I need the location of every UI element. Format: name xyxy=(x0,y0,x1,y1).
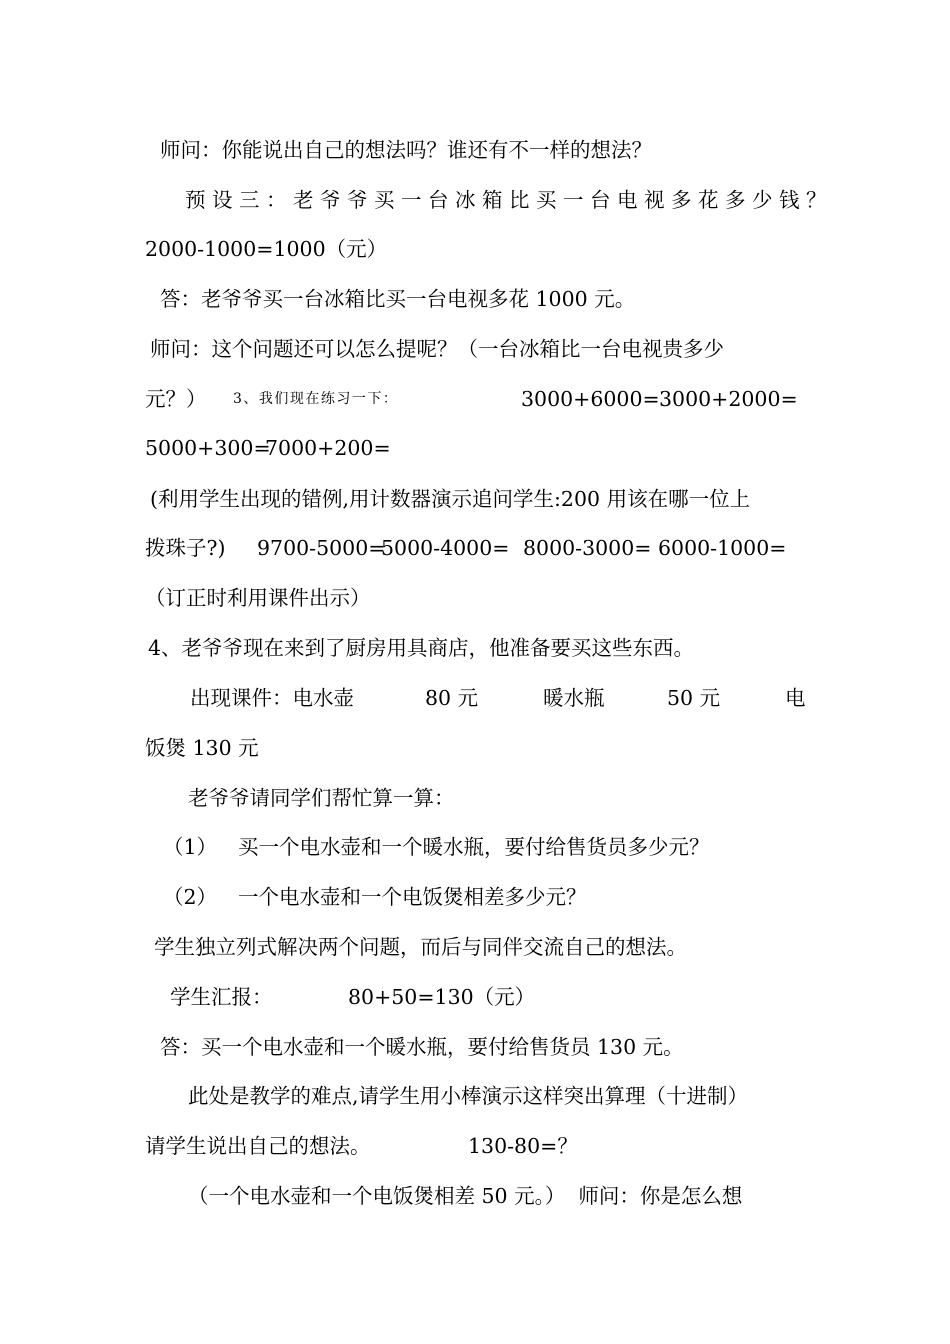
question: 买一个电水壶和一个暖水瓶，要付给售货员多少元？ xyxy=(238,835,710,859)
equation: 80+50=130（元） xyxy=(348,985,536,1009)
teacher-question: 师问：你能说出自己的想法吗？谁还有不一样的想法？ xyxy=(160,138,652,162)
answer: 答：买一个电水壶和一个暖水瓶，要付给售货员 130 元。 xyxy=(160,1035,684,1059)
courseware-item: 出现课件：电水壶 xyxy=(190,686,354,710)
price: 50 元 xyxy=(667,686,721,710)
courseware-item: 饭煲 130 元 xyxy=(145,736,259,760)
answer: 答：老爷爷买一台冰箱比买一台电视多花 1000 元。 xyxy=(160,287,636,311)
prompt: 老爷爷请同学们帮忙算一算： xyxy=(188,786,455,810)
text-line xyxy=(145,231,810,267)
exercise: 3000+6000= xyxy=(521,387,660,411)
exercise: 9700-5000= xyxy=(257,536,386,560)
text-line xyxy=(188,1178,810,1214)
note: 拨珠子?) xyxy=(145,536,226,560)
text-line xyxy=(145,829,810,865)
text-line xyxy=(160,281,825,317)
text-line xyxy=(145,530,810,566)
exercise: 3000+2000= xyxy=(659,387,798,411)
text-line xyxy=(160,132,825,168)
text-line xyxy=(145,979,810,1015)
text-line xyxy=(185,182,833,218)
text-line xyxy=(188,1078,853,1114)
answer-and-question: （一个电水壶和一个电饭煲相差 50 元。） 师问：你是怎么想 xyxy=(188,1184,743,1208)
exercise: 5000-4000= xyxy=(381,536,510,560)
text-line xyxy=(145,879,810,915)
report-label: 学生汇报： xyxy=(170,985,273,1009)
note: (利用学生出现的错例,用计数器演示追问学生:200 用该在哪一位上 xyxy=(150,487,751,511)
equation: 2000-1000=1000（元） xyxy=(145,237,388,261)
teacher-question-2: 师问：这个问题还可以怎么提呢？（一台冰箱比一台电视贵多少 xyxy=(150,337,724,361)
text-line xyxy=(145,1128,810,1164)
text-line xyxy=(150,481,815,517)
courseware-item: 暖水瓶 xyxy=(543,686,605,710)
text-line xyxy=(145,381,810,417)
text-line xyxy=(145,730,810,766)
text-line xyxy=(160,1029,825,1065)
text-line xyxy=(150,331,815,367)
question-number: （1） xyxy=(163,835,218,859)
note: （订正时利用课件出示） xyxy=(145,586,371,610)
teaching-note: 此处是教学的难点,请学生用小棒演示这样突出算理（十进制） xyxy=(188,1084,749,1108)
exercise: 6000-1000= xyxy=(658,536,787,560)
section-heading: 4、老爷爷现在来到了厨房用具商店，他准备要买这些东西。 xyxy=(148,636,695,660)
courseware-item: 电 xyxy=(785,686,806,710)
exercise: 5000+300= xyxy=(145,436,271,460)
text-fragment: 元？） xyxy=(145,387,207,411)
text-line xyxy=(154,929,819,965)
question-number: （2） xyxy=(163,885,218,909)
practice-heading: 3、我们现在练习一下： xyxy=(233,391,399,407)
price: 80 元 xyxy=(425,686,479,710)
text-line xyxy=(188,780,853,816)
text-line xyxy=(145,680,810,716)
text-line xyxy=(145,580,810,616)
equation: 130-80=？ xyxy=(468,1134,578,1158)
exercise: 8000-3000= xyxy=(523,536,652,560)
exercise: 7000+200= xyxy=(265,436,391,460)
instruction: 请学生说出自己的想法。 xyxy=(145,1134,371,1158)
text-line xyxy=(148,630,813,666)
instruction: 学生独立列式解决两个问题，而后与同伴交流自己的想法。 xyxy=(154,935,687,959)
assumption-three: 预设三：老爷爷买一台冰箱比买一台电视多花多少钱？ xyxy=(185,188,833,212)
text-line xyxy=(145,430,810,466)
question: 一个电水壶和一个电饭煲相差多少元？ xyxy=(238,885,587,909)
